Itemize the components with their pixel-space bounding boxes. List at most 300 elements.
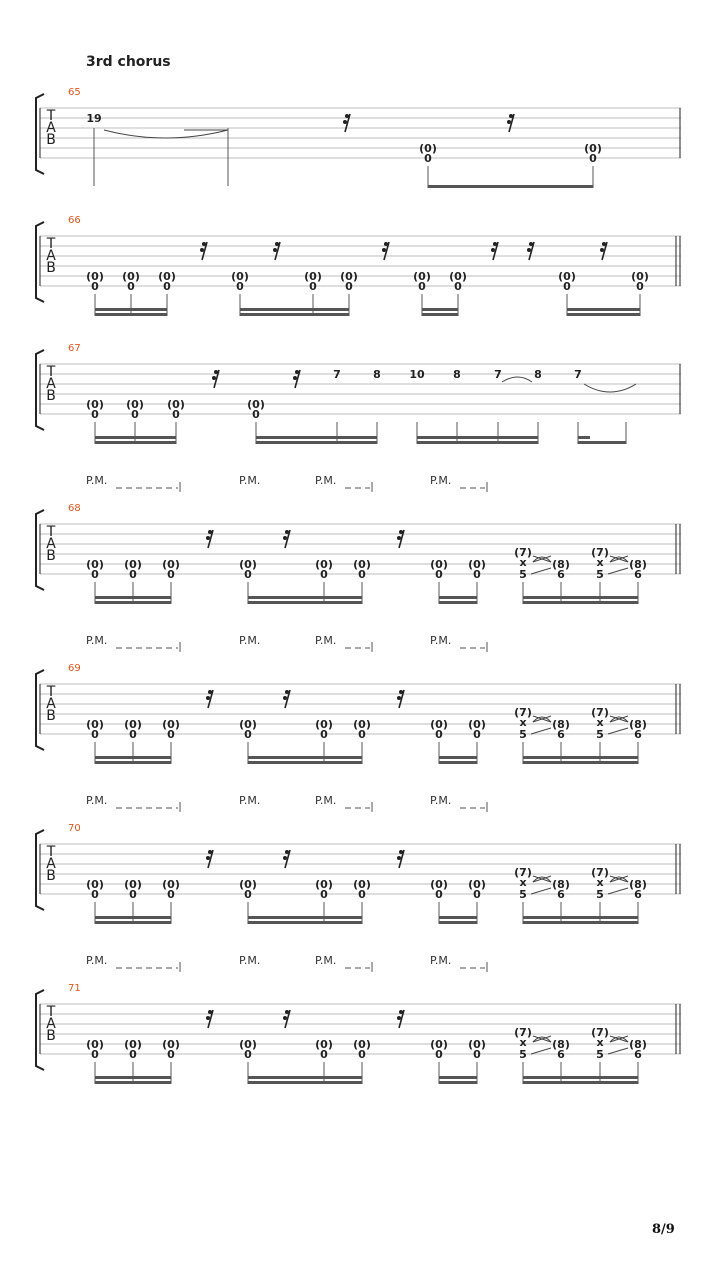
- measure-number: 65: [68, 87, 81, 98]
- tab-note: (8): [629, 1038, 647, 1051]
- tab-note: 0: [91, 280, 99, 293]
- palm-mute-label: P.M.: [315, 794, 337, 807]
- tab-note: 0: [172, 408, 180, 421]
- tab-note-dead: x: [596, 556, 604, 569]
- tab-note: 6: [634, 888, 642, 901]
- beam: [248, 1076, 362, 1079]
- beam: [256, 441, 377, 444]
- tab-clef-letter: A: [46, 856, 56, 872]
- rest-symbol: [214, 370, 218, 374]
- tab-note: 0: [435, 888, 443, 901]
- tab-staff: [36, 87, 681, 188]
- beam: [422, 308, 458, 311]
- tab-clef-letter: B: [46, 260, 56, 276]
- beam: [95, 436, 176, 439]
- tab-clef-letter: T: [46, 844, 56, 860]
- tie-curve: [104, 130, 228, 138]
- tab-note: (7): [591, 706, 609, 719]
- tab-note: 0: [418, 280, 426, 293]
- tab-note-dead: x: [596, 1036, 604, 1049]
- tab-note: 5: [596, 888, 604, 901]
- beam: [248, 916, 362, 919]
- tab-note: 0: [91, 568, 99, 581]
- tab-note: 8: [534, 368, 542, 381]
- beam: [422, 313, 458, 316]
- tab-note: (7): [514, 866, 532, 879]
- palm-mute-label: P.M.: [430, 634, 452, 647]
- beam: [95, 916, 171, 919]
- tab-note: 7: [494, 368, 502, 381]
- tab-note: 0: [320, 888, 328, 901]
- tab-note: 0: [345, 280, 353, 293]
- tab-staff: [36, 343, 681, 444]
- beam: [256, 436, 377, 439]
- tab-note: (0): [86, 558, 104, 571]
- tab-note: 0: [129, 728, 137, 741]
- tab-clef-letter: B: [46, 1028, 56, 1044]
- beam: [578, 441, 626, 444]
- tab-note: (0): [86, 270, 104, 283]
- slide-line: [608, 568, 628, 574]
- beam: [439, 916, 477, 919]
- tab-note: (0): [162, 1038, 180, 1051]
- palm-mute-label: P.M.: [86, 794, 108, 807]
- tab-note: 0: [589, 152, 597, 165]
- tab-note: (0): [353, 718, 371, 731]
- tab-note: 0: [91, 408, 99, 421]
- beam: [523, 1081, 638, 1084]
- tab-note: (0): [468, 558, 486, 571]
- tab-note: (0): [315, 558, 333, 571]
- rest-symbol: [397, 856, 401, 860]
- tab-note: 0: [167, 1048, 175, 1061]
- tab-note: (0): [239, 878, 257, 891]
- beam: [95, 313, 167, 316]
- tab-note: 0: [129, 888, 137, 901]
- measure-number: 68: [68, 503, 81, 514]
- tab-note: (0): [239, 558, 257, 571]
- page-number: 8/9: [652, 1222, 675, 1237]
- tab-note: (0): [231, 270, 249, 283]
- tab-note: (0): [468, 718, 486, 731]
- rest-symbol: [397, 1016, 401, 1020]
- slide-line: [608, 888, 628, 894]
- rest-symbol: [399, 690, 403, 694]
- beam: [439, 756, 477, 759]
- tab-note: (0): [430, 1038, 448, 1051]
- tab-note: 0: [167, 728, 175, 741]
- beam: [439, 601, 477, 604]
- slur-curve: [502, 377, 532, 382]
- beam: [523, 916, 638, 919]
- tab-note: (0): [304, 270, 322, 283]
- tab-note: 6: [634, 568, 642, 581]
- tab-note: (0): [247, 398, 265, 411]
- beam: [523, 761, 638, 764]
- tab-clef-letter: B: [46, 868, 56, 884]
- beam: [95, 441, 176, 444]
- tab-note: (7): [591, 866, 609, 879]
- tab-note: (0): [353, 878, 371, 891]
- palm-mute-label: P.M.: [239, 954, 261, 967]
- tab-clef-letter: T: [46, 684, 56, 700]
- tab-note: 0: [435, 1048, 443, 1061]
- tab-note: (0): [468, 878, 486, 891]
- tab-note: 6: [557, 568, 565, 581]
- tab-staff: [36, 634, 681, 764]
- tab-clef-letter: B: [46, 388, 56, 404]
- rest-symbol: [208, 530, 212, 534]
- tab-note: (7): [514, 706, 532, 719]
- rest-symbol: [509, 114, 513, 118]
- tab-note: 0: [636, 280, 644, 293]
- palm-mute-label: P.M.: [239, 474, 261, 487]
- tab-note: 5: [596, 1048, 604, 1061]
- tab-note: 0: [244, 888, 252, 901]
- tab-clef-letter: B: [46, 708, 56, 724]
- tab-clef-letter: B: [46, 548, 56, 564]
- tab-note: 0: [320, 728, 328, 741]
- rest-symbol: [600, 248, 604, 252]
- tab-note: (0): [430, 878, 448, 891]
- measure-number: 69: [68, 663, 81, 674]
- rest-symbol: [206, 696, 210, 700]
- tab-note: 0: [473, 728, 481, 741]
- beam: [95, 1081, 171, 1084]
- tab-note: 0: [358, 1048, 366, 1061]
- slide-line: [608, 1048, 628, 1054]
- tab-note: 0: [236, 280, 244, 293]
- tab-note: 8: [373, 368, 381, 381]
- beam: [523, 921, 638, 924]
- tab-note-dead: x: [519, 716, 527, 729]
- tab-note: (0): [558, 270, 576, 283]
- tab-clef-letter: T: [46, 1004, 56, 1020]
- tab-note: (0): [239, 1038, 257, 1051]
- tab-note: 0: [473, 568, 481, 581]
- slide-line: [531, 1048, 551, 1054]
- palm-mute-label: P.M.: [86, 474, 108, 487]
- tab-note: 0: [358, 568, 366, 581]
- tab-note: 0: [309, 280, 317, 293]
- tab-note: (0): [449, 270, 467, 283]
- beam: [95, 601, 171, 604]
- tab-note: (0): [162, 558, 180, 571]
- tab-note: (8): [552, 1038, 570, 1051]
- tab-note: (7): [514, 1026, 532, 1039]
- tab-clef-letter: A: [46, 696, 56, 712]
- beam: [95, 921, 171, 924]
- rest-symbol: [382, 248, 386, 252]
- tab-note: 0: [129, 1048, 137, 1061]
- tab-note: (0): [86, 878, 104, 891]
- tab-note: 6: [557, 728, 565, 741]
- tab-note: 0: [358, 728, 366, 741]
- slide-line: [531, 568, 551, 574]
- tab-note: 6: [634, 728, 642, 741]
- measure-number: 71: [68, 983, 81, 994]
- tab-note-dead: x: [596, 876, 604, 889]
- rest-symbol: [283, 1016, 287, 1020]
- tab-note: (0): [340, 270, 358, 283]
- rest-symbol: [293, 376, 297, 380]
- palm-mute-label: P.M.: [86, 954, 108, 967]
- rest-symbol: [283, 536, 287, 540]
- tab-note: 0: [320, 1048, 328, 1061]
- rest-symbol: [283, 696, 287, 700]
- tab-clef-letter: T: [46, 108, 56, 124]
- tab-note: 0: [244, 1048, 252, 1061]
- tab-note: (7): [514, 546, 532, 559]
- palm-mute-label: P.M.: [239, 634, 261, 647]
- beam: [248, 601, 362, 604]
- slur-curve: [584, 384, 636, 392]
- tab-note: (0): [86, 718, 104, 731]
- slide-line: [608, 728, 628, 734]
- beam: [240, 313, 349, 316]
- tab-note: 5: [596, 568, 604, 581]
- rest-symbol: [273, 248, 277, 252]
- tab-note: 0: [167, 568, 175, 581]
- tab-note: 5: [519, 888, 527, 901]
- beam: [248, 596, 362, 599]
- beam: [439, 921, 477, 924]
- tab-clef-letter: T: [46, 364, 56, 380]
- rest-symbol: [384, 242, 388, 246]
- rest-symbol: [285, 690, 289, 694]
- tab-note: 5: [519, 568, 527, 581]
- beam: [95, 756, 171, 759]
- tab-note: (0): [315, 878, 333, 891]
- tab-note: 6: [557, 1048, 565, 1061]
- tab-note: (0): [162, 718, 180, 731]
- tab-note: (0): [631, 270, 649, 283]
- section-title: 3rd chorus: [86, 54, 171, 70]
- tab-note: 0: [435, 728, 443, 741]
- tab-note: (0): [124, 718, 142, 731]
- rest-symbol: [285, 530, 289, 534]
- rest-symbol: [285, 850, 289, 854]
- tab-note: 0: [358, 888, 366, 901]
- tab-note: 5: [519, 728, 527, 741]
- tab-note: 0: [131, 408, 139, 421]
- tab-note-dead: x: [519, 876, 527, 889]
- tab-note: (0): [122, 270, 140, 283]
- rest-symbol: [345, 114, 349, 118]
- beam: [439, 1076, 477, 1079]
- tab-note-dead: x: [519, 1036, 527, 1049]
- tab-note: 0: [163, 280, 171, 293]
- palm-mute-label: P.M.: [315, 634, 337, 647]
- palm-mute-label: P.M.: [239, 794, 261, 807]
- palm-mute-label: P.M.: [430, 474, 452, 487]
- tab-note: 0: [473, 888, 481, 901]
- palm-mute-label: P.M.: [430, 794, 452, 807]
- tab-note: (8): [629, 878, 647, 891]
- tab-staff: [36, 474, 681, 604]
- measure-number: 66: [68, 215, 81, 226]
- tab-note: 7: [333, 368, 341, 381]
- beam: [428, 185, 593, 188]
- beam: [567, 308, 640, 311]
- rest-symbol: [275, 242, 279, 246]
- beam: [417, 436, 538, 439]
- beam: [523, 601, 638, 604]
- rest-symbol: [295, 370, 299, 374]
- beam: [95, 1076, 171, 1079]
- tab-note: (0): [353, 1038, 371, 1051]
- beam: [523, 1076, 638, 1079]
- tab-note: 0: [435, 568, 443, 581]
- rest-symbol: [200, 248, 204, 252]
- tab-note: (0): [167, 398, 185, 411]
- beam: [567, 313, 640, 316]
- tab-note: (0): [468, 1038, 486, 1051]
- rest-symbol: [397, 536, 401, 540]
- tab-note: (0): [430, 558, 448, 571]
- rest-symbol: [491, 248, 495, 252]
- beam: [248, 756, 362, 759]
- tab-note: 7: [574, 368, 582, 381]
- tab-note: (0): [124, 878, 142, 891]
- tab-note: 0: [563, 280, 571, 293]
- tab-note: 0: [167, 888, 175, 901]
- tab-note: (0): [315, 1038, 333, 1051]
- rest-symbol: [493, 242, 497, 246]
- tab-note: (0): [419, 142, 437, 155]
- measure-number: 67: [68, 343, 81, 354]
- tab-note: 0: [252, 408, 260, 421]
- tab-clef-letter: T: [46, 524, 56, 540]
- tab-note-dead: x: [519, 556, 527, 569]
- beam: [248, 761, 362, 764]
- tab-note: (0): [315, 718, 333, 731]
- tab-note: 0: [91, 888, 99, 901]
- rest-symbol: [399, 1010, 403, 1014]
- tab-clef-letter: A: [46, 1016, 56, 1032]
- rest-symbol: [343, 120, 347, 124]
- rest-symbol: [602, 242, 606, 246]
- tab-note: 0: [129, 568, 137, 581]
- tab-note: 10: [409, 368, 425, 381]
- tab-clef-letter: T: [46, 236, 56, 252]
- rest-symbol: [206, 1016, 210, 1020]
- tab-note: (0): [239, 718, 257, 731]
- tab-note: (8): [552, 558, 570, 571]
- tab-note: (8): [552, 718, 570, 731]
- tab-note: 0: [473, 1048, 481, 1061]
- beam: [95, 308, 167, 311]
- tab-staff: [36, 794, 681, 924]
- beam: [523, 756, 638, 759]
- beam: [248, 921, 362, 924]
- slide-line: [531, 728, 551, 734]
- rest-symbol: [206, 856, 210, 860]
- tab-note: 6: [557, 888, 565, 901]
- palm-mute-label: P.M.: [315, 474, 337, 487]
- rest-symbol: [283, 856, 287, 860]
- tab-note-dead: x: [596, 716, 604, 729]
- tab-note: (8): [552, 878, 570, 891]
- tab-clef-letter: A: [46, 376, 56, 392]
- rest-symbol: [507, 120, 511, 124]
- tab-note: (0): [430, 718, 448, 731]
- tab-staff: [36, 954, 681, 1084]
- beam: [95, 761, 171, 764]
- tab-note: 0: [424, 152, 432, 165]
- tab-note: (8): [629, 558, 647, 571]
- rest-symbol: [399, 530, 403, 534]
- tab-note: 6: [634, 1048, 642, 1061]
- tab-note: 0: [91, 1048, 99, 1061]
- tab-note: 5: [519, 1048, 527, 1061]
- tab-note: 5: [596, 728, 604, 741]
- tab-clef-letter: A: [46, 120, 56, 136]
- tab-note: (0): [124, 1038, 142, 1051]
- tab-staff: [36, 215, 681, 316]
- tab-note: (0): [86, 398, 104, 411]
- beam: [439, 761, 477, 764]
- beam: [578, 436, 590, 439]
- tab-note: (7): [591, 546, 609, 559]
- tab-note: (0): [86, 1038, 104, 1051]
- tab-note: 8: [453, 368, 461, 381]
- tab-clef-letter: A: [46, 536, 56, 552]
- palm-mute-label: P.M.: [315, 954, 337, 967]
- beam: [248, 1081, 362, 1084]
- tab-note: 0: [454, 280, 462, 293]
- rest-symbol: [527, 248, 531, 252]
- tab-clef-letter: B: [46, 132, 56, 148]
- rest-symbol: [285, 1010, 289, 1014]
- beam: [439, 1081, 477, 1084]
- palm-mute-label: P.M.: [86, 634, 108, 647]
- beam: [240, 308, 349, 311]
- tab-note: 0: [244, 728, 252, 741]
- rest-symbol: [208, 850, 212, 854]
- tab-note: 0: [244, 568, 252, 581]
- tab-note: (0): [353, 558, 371, 571]
- rest-symbol: [208, 690, 212, 694]
- tab-note: (8): [629, 718, 647, 731]
- rest-symbol: [208, 1010, 212, 1014]
- rest-symbol: [212, 376, 216, 380]
- tab-note: (0): [584, 142, 602, 155]
- palm-mute-label: P.M.: [430, 954, 452, 967]
- tab-note: (0): [124, 558, 142, 571]
- tab-note: 19: [86, 112, 102, 125]
- rest-symbol: [529, 242, 533, 246]
- rest-symbol: [206, 536, 210, 540]
- tab-note: (0): [158, 270, 176, 283]
- beam: [417, 441, 538, 444]
- tab-note: 0: [91, 728, 99, 741]
- tab-note: (7): [591, 1026, 609, 1039]
- tab-note: (0): [413, 270, 431, 283]
- tab-note: 0: [320, 568, 328, 581]
- tab-note: (0): [126, 398, 144, 411]
- beam: [439, 596, 477, 599]
- slide-line: [531, 888, 551, 894]
- beam: [95, 596, 171, 599]
- rest-symbol: [202, 242, 206, 246]
- measure-number: 70: [68, 823, 81, 834]
- tab-clef-letter: A: [46, 248, 56, 264]
- beam: [523, 596, 638, 599]
- rest-symbol: [397, 696, 401, 700]
- tab-note: 0: [127, 280, 135, 293]
- rest-symbol: [399, 850, 403, 854]
